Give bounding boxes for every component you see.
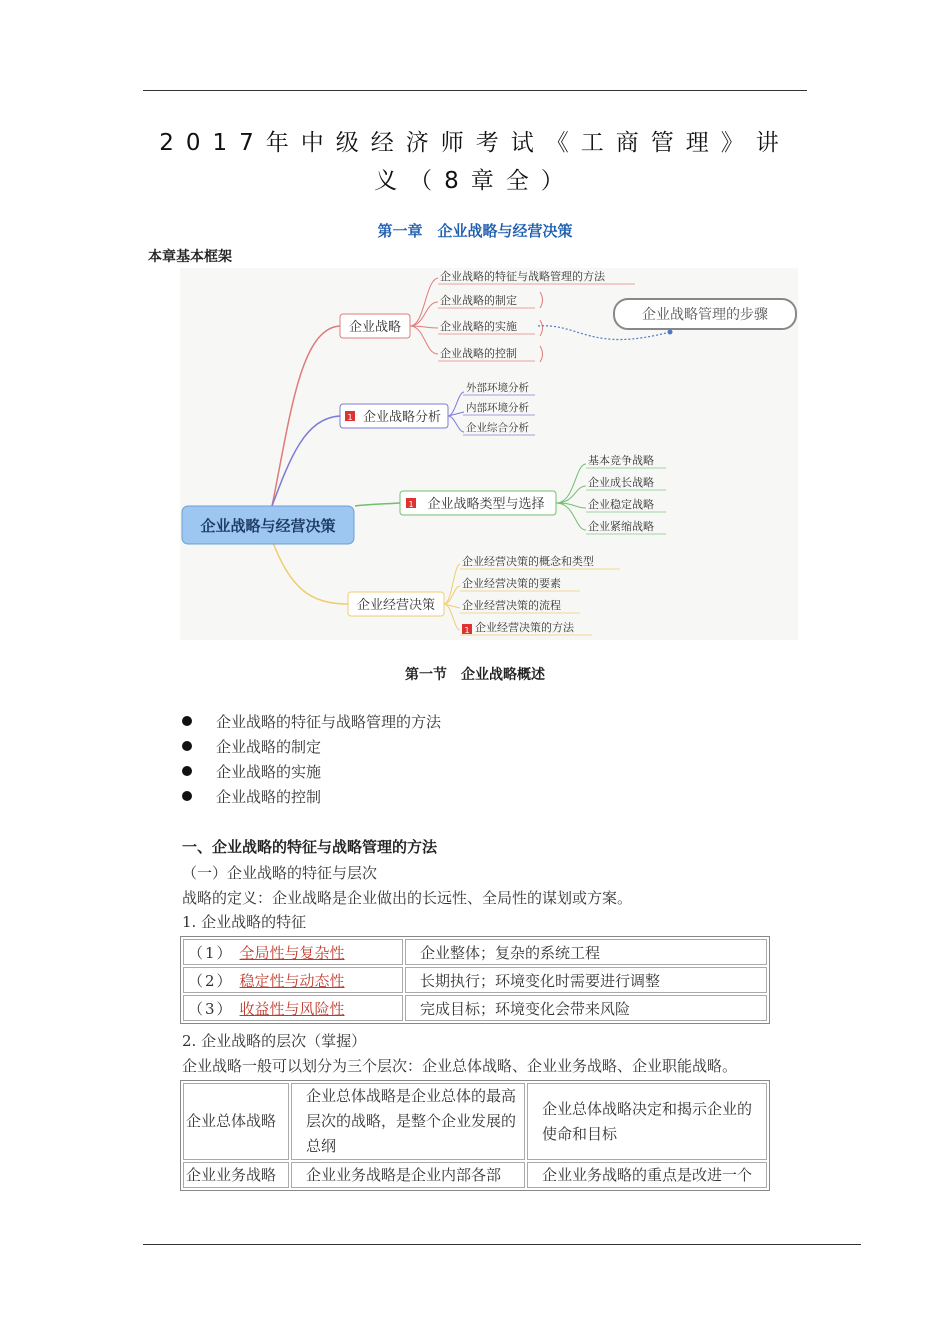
bullet-icon [182, 716, 192, 726]
strategy-child-4: 企业战略的控制 [440, 347, 517, 360]
connector-analysis [272, 416, 340, 506]
list-item: 企业战略的制定 [182, 735, 441, 760]
table-row: （2） 稳定性与动态性 长期执行；环境变化时需要进行调整 [183, 967, 767, 993]
feature-desc: 长期执行；环境变化时需要进行调整 [405, 967, 767, 993]
chapter-heading: 第一章 企业战略与经营决策 [377, 222, 573, 240]
features-title: 1. 企业战略的特征 [182, 913, 307, 931]
table-row: （3） 收益性与风险性 完成目标；环境变化会带来风险 [183, 995, 767, 1021]
level-definition: 企业总体战略是企业总体的最高层次的战略，是整个企业发展的总纲 [291, 1083, 525, 1160]
feature-link[interactable]: 收益性与风险性 [239, 999, 345, 1018]
level-role: 企业总体战略决定和揭示企业的使命和目标 [527, 1083, 767, 1160]
svg-text:1: 1 [464, 626, 470, 635]
types-child-3: 企业稳定战略 [588, 498, 654, 511]
footer-rule [143, 1244, 861, 1245]
strategy-child-1: 企业战略的特征与战略管理的方法 [440, 270, 605, 283]
connector-decision [272, 540, 348, 604]
bullet-icon [182, 791, 192, 801]
subsection-heading: 一、企业战略的特征与战略管理的方法 [182, 838, 438, 856]
table-row: （1） 全局性与复杂性 企业整体；复杂的系统工程 [183, 939, 767, 965]
bullet-icon [182, 766, 192, 776]
sub-heading: （一）企业战略的特征与层次 [182, 864, 378, 882]
connector-types [355, 503, 400, 506]
levels-intro: 企业战略一般可以划分为三个层次：企业总体战略、企业业务战略、企业职能战略。 [182, 1057, 738, 1075]
level-definition: 企业业务战略是企业内部各部 [291, 1162, 525, 1188]
feature-desc: 完成目标；环境变化会带来风险 [405, 995, 767, 1021]
branch-types-label: 企业战略类型与选择 [427, 497, 545, 512]
decision-child-3: 企业经营决策的流程 [462, 599, 561, 612]
header-rule [143, 90, 807, 91]
table-row [183, 1083, 767, 1160]
branch-analysis-label: 企业战略分析 [362, 410, 442, 425]
list-item: 企业战略的特征与战略管理的方法 [182, 710, 441, 735]
types-child-4: 企业紧缩战略 [588, 520, 654, 533]
framework-label: 本章基本框架 [148, 249, 232, 265]
strategy-definition: 战略的定义：企业战略是企业做出的长远性、全局性的谋划或方案。 [182, 889, 633, 907]
analysis-child-2: 内部环境分析 [466, 402, 529, 414]
level-role: 企业业务战略的重点是改进一个 [527, 1162, 767, 1188]
analysis-child-3: 企业综合分析 [466, 422, 529, 434]
feature-link[interactable]: 稳定性与动态性 [239, 971, 345, 990]
branch-decision-label: 企业经营决策 [356, 598, 436, 613]
features-table [180, 936, 770, 1024]
analysis-child-1: 外部环境分析 [466, 382, 529, 394]
feature-link[interactable]: 全局性与复杂性 [239, 943, 345, 962]
decision-child-2: 企业经营决策的要素 [462, 577, 561, 590]
strategy-child-3: 企业战略的实施 [440, 320, 517, 333]
list-item: 企业战略的控制 [182, 785, 441, 810]
list-item: 企业战略的实施 [182, 760, 441, 785]
svg-text:1: 1 [408, 500, 414, 509]
decision-child-1: 企业经营决策的概念和类型 [462, 555, 594, 568]
levels-title: 2. 企业战略的层次（掌握） [182, 1032, 367, 1050]
document-title: 2017年中级经济师考试《工商管理》讲义（8章全） [159, 130, 791, 194]
chapter-mindmap [180, 268, 798, 640]
section-bullet-list [182, 710, 441, 810]
types-child-1: 基本竞争战略 [588, 454, 654, 467]
table-row [183, 1162, 767, 1188]
branch-strategy-label: 企业战略 [348, 320, 402, 335]
decision-child-4: 企业经营决策的方法 [475, 621, 574, 634]
bullet-icon [182, 741, 192, 751]
feature-desc: 企业整体；复杂的系统工程 [405, 939, 767, 965]
root-label: 企业战略与经营决策 [200, 517, 336, 535]
levels-table [180, 1080, 770, 1191]
level-name: 企业总体战略 [183, 1083, 289, 1160]
svg-text:1: 1 [347, 413, 353, 422]
level-name: 企业业务战略 [183, 1162, 289, 1188]
callout-label: 企业战略管理的步骤 [642, 307, 768, 323]
types-child-2: 企业成长战略 [588, 476, 654, 489]
section-heading: 第一节 企业战略概述 [405, 667, 545, 683]
strategy-child-2: 企业战略的制定 [440, 294, 517, 307]
